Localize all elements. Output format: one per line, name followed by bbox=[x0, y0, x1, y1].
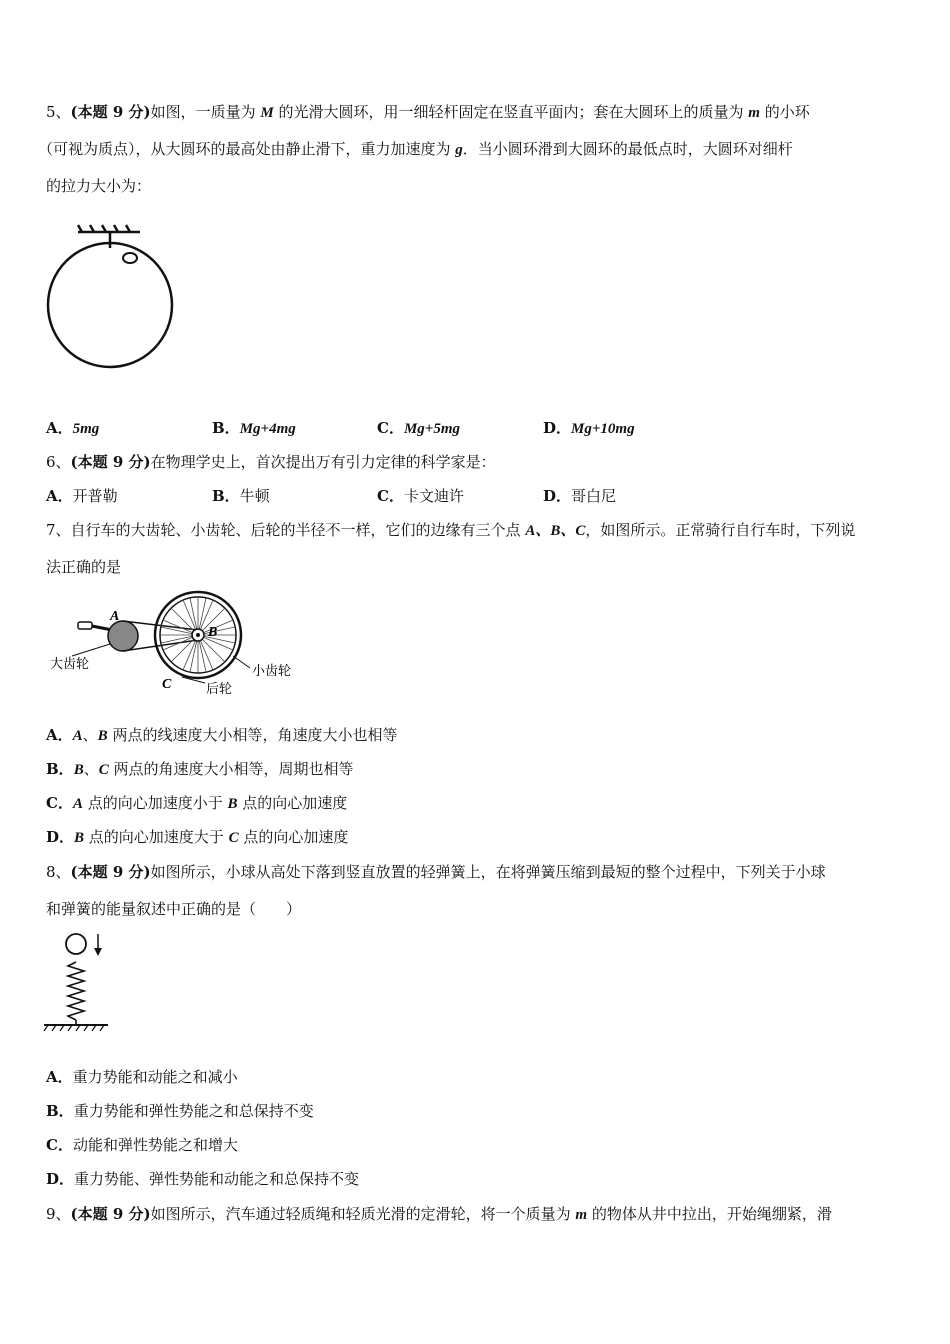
q6-option-d[interactable]: D．哥白尼 bbox=[543, 487, 617, 505]
q5-option-d[interactable]: D．Mg+10mg bbox=[543, 419, 635, 437]
q7-option-c[interactable]: C．A 点的向心加速度小于 B 点的向心加速度 bbox=[46, 794, 348, 812]
q5-option-a[interactable]: A．5mg bbox=[46, 419, 100, 437]
hoop-figure bbox=[40, 220, 185, 370]
bicycle-figure bbox=[50, 590, 300, 700]
q7-option-b[interactable]: B．B、C 两点的角速度大小相等，周期也相等 bbox=[46, 760, 354, 778]
q9-line-1: 9、(本题 9 分)如图所示，汽车通过轻质绳和轻质光滑的定滑轮，将一个质量为 m 的物体从井中拉出，开始绳绷紧，滑 bbox=[46, 1205, 832, 1223]
q5-option-c[interactable]: C．Mg+5mg bbox=[377, 419, 461, 437]
q5-option-b[interactable]: B．Mg+4mg bbox=[212, 419, 296, 437]
q6-option-a[interactable]: A．开普勒 bbox=[46, 487, 118, 505]
label-small-gear: 小齿轮 bbox=[252, 664, 292, 679]
q7-option-a[interactable]: A．A、B 两点的线速度大小相等，角速度大小也相等 bbox=[46, 726, 398, 744]
spring-figure bbox=[40, 928, 115, 1036]
q7-line-2: 法正确的是 bbox=[46, 558, 122, 576]
q5-line-2: （可视为质点），从大圆环的最高处由静止滑下，重力加速度为 g．当小圆环滑到大圆环的最低点时，大圆环对细杆 bbox=[38, 140, 793, 158]
q6-option-b[interactable]: B．牛顿 bbox=[212, 487, 270, 505]
q5-line-1: 5、(本题 9 分)如图，一质量为 M 的光滑大圆环，用一细轻杆固定在竖直平面内；套在大圆环上的质量为 m 的小环 bbox=[46, 103, 810, 121]
q8-option-a[interactable]: A．重力势能和动能之和减小 bbox=[46, 1068, 238, 1086]
q8-option-b[interactable]: B．重力势能和弹性势能之和总保持不变 bbox=[46, 1102, 314, 1120]
label-big-gear: 大齿轮 bbox=[50, 657, 90, 672]
q5-line-3: 的拉力大小为： bbox=[46, 177, 152, 195]
label-a: A bbox=[110, 609, 120, 624]
q7-option-d[interactable]: D．B 点的向心加速度大于 C 点的向心加速度 bbox=[46, 828, 349, 846]
label-rear-wheel: 后轮 bbox=[206, 682, 233, 697]
q6-option-c[interactable]: C．卡文迪许 bbox=[377, 487, 464, 505]
q8-line-1: 8、(本题 9 分)如图所示，小球从高处下落到竖直放置的轻弹簧上，在将弹簧压缩到最短的整个过程中，下列关于小球 bbox=[46, 863, 826, 881]
q8-option-d[interactable]: D．重力势能、弹性势能和动能之和总保持不变 bbox=[46, 1170, 360, 1188]
label-b: B bbox=[208, 625, 218, 640]
q8-option-c[interactable]: C．动能和弹性势能之和增大 bbox=[46, 1136, 238, 1154]
q7-line-1: 7、自行车的大齿轮、小齿轮、后轮的半径不一样，它们的边缘有三个点 A、B、C，如图所示。正常骑行自行车时，下列说 bbox=[46, 521, 856, 539]
label-c: C bbox=[162, 677, 172, 692]
q8-line-2: 和弹簧的能量叙述中正确的是（ ） bbox=[46, 900, 302, 918]
q6-line-1: 6、(本题 9 分)在物理学史上，首次提出万有引力定律的科学家是： bbox=[46, 453, 496, 471]
